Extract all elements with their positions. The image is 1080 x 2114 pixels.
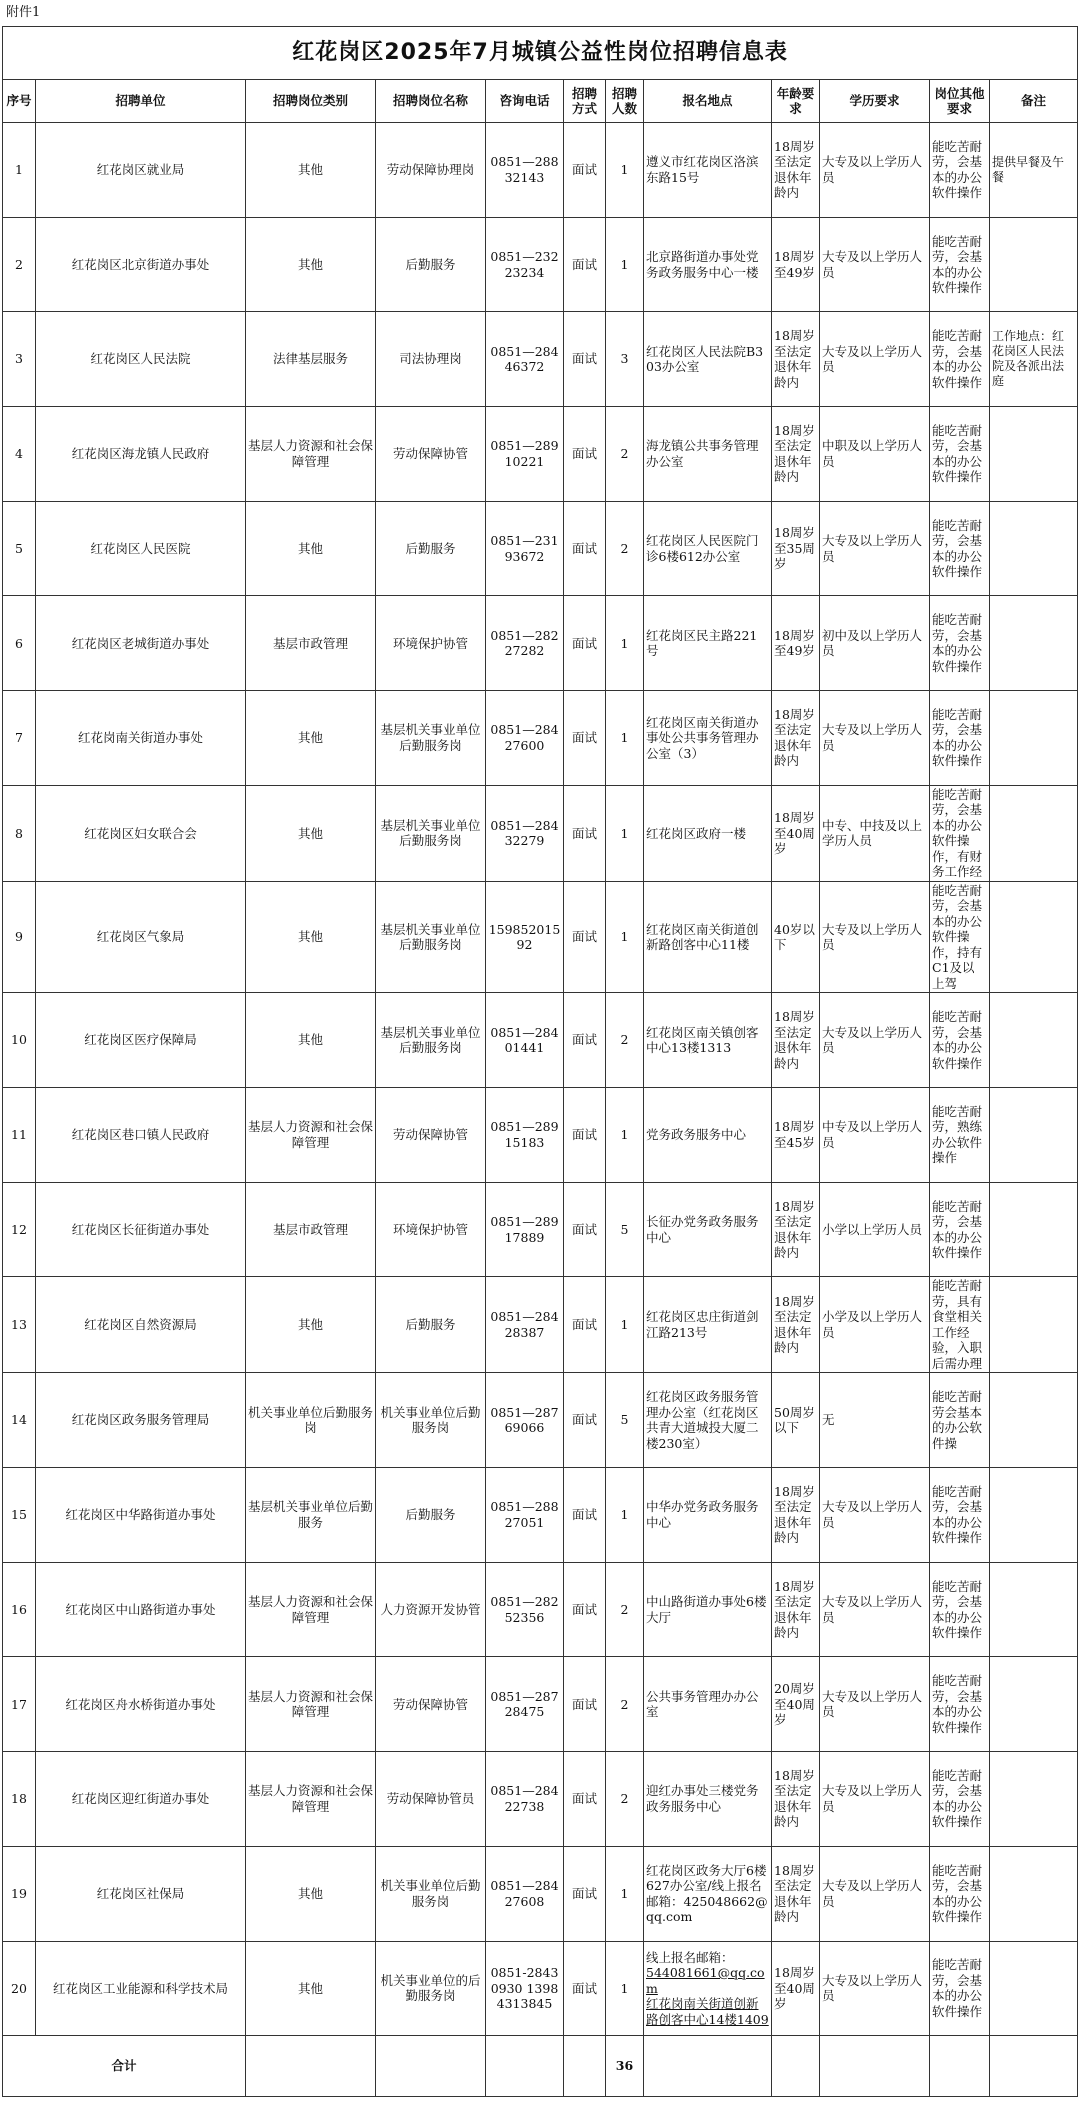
table-row xyxy=(3,1373,1078,1468)
cell-location: 中华办党务政务服务中心 xyxy=(644,1468,772,1563)
cell-count: 2 xyxy=(606,501,644,596)
cell-position: 基层机关事业单位后勤服务岗 xyxy=(376,881,486,993)
cell-method: 面试 xyxy=(564,993,606,1088)
cell-unit: 红花岗区巷口镇人民政府 xyxy=(36,1088,246,1183)
cell-unit: 红花岗区北京街道办事处 xyxy=(36,217,246,312)
cell-unit: 红花岗区医疗保障局 xyxy=(36,993,246,1088)
cell-age: 20周岁至40周岁 xyxy=(772,1657,820,1752)
cell-age: 18周岁至法定退休年龄内 xyxy=(772,1277,820,1373)
header-row xyxy=(3,80,1078,123)
cell-note xyxy=(990,1752,1078,1847)
cell-method: 面试 xyxy=(564,1846,606,1941)
cell-category: 其他 xyxy=(246,1277,376,1373)
cell-count: 3 xyxy=(606,312,644,407)
cell-note xyxy=(990,1373,1078,1468)
total-row xyxy=(3,2036,1078,2097)
header-cell: 招聘单位 xyxy=(36,80,246,123)
cell-education: 大专及以上学历人员 xyxy=(820,1752,930,1847)
cell-unit: 红花岗区自然资源局 xyxy=(36,1277,246,1373)
cell-category: 基层机关事业单位后勤服务 xyxy=(246,1468,376,1563)
header-cell: 招聘岗位名称 xyxy=(376,80,486,123)
cell-phone: 0851—28769066 xyxy=(486,1373,564,1468)
cell-location xyxy=(644,1941,772,2036)
cell-unit: 红花岗区老城街道办事处 xyxy=(36,596,246,691)
cell-location: 海龙镇公共事务管理办公室 xyxy=(644,407,772,502)
cell-age: 50周岁以下 xyxy=(772,1373,820,1468)
cell-method: 面试 xyxy=(564,407,606,502)
cell-other-requirements: 能吃苦耐劳，会基本的办公软件操作 xyxy=(930,691,990,786)
header-cell: 招聘人数 xyxy=(606,80,644,123)
cell-other-requirements: 能吃苦耐劳，会基本的办公软件操作 xyxy=(930,501,990,596)
cell-count: 2 xyxy=(606,1657,644,1752)
cell-unit: 红花岗南关街道办事处 xyxy=(36,691,246,786)
cell-method: 面试 xyxy=(564,1373,606,1468)
cell-position: 劳动保障协管 xyxy=(376,1088,486,1183)
cell-serial: 3 xyxy=(3,312,36,407)
cell-method: 面试 xyxy=(564,1941,606,2036)
cell-education: 无 xyxy=(820,1373,930,1468)
cell-category: 其他 xyxy=(246,501,376,596)
table-row xyxy=(3,1088,1078,1183)
cell-unit: 红花岗区迎红街道办事处 xyxy=(36,1752,246,1847)
cell-location: 遵义市红花岗区洛滨东路15号 xyxy=(644,123,772,218)
cell-age: 18周岁至法定退休年龄内 xyxy=(772,1468,820,1563)
cell-note xyxy=(990,993,1078,1088)
cell-count: 1 xyxy=(606,1277,644,1373)
cell-method: 面试 xyxy=(564,1562,606,1657)
cell-count: 1 xyxy=(606,691,644,786)
table-row xyxy=(3,1468,1078,1563)
table-row xyxy=(3,691,1078,786)
cell-count: 5 xyxy=(606,1373,644,1468)
cell-position: 人力资源开发协管 xyxy=(376,1562,486,1657)
cell-note xyxy=(990,217,1078,312)
cell-serial: 2 xyxy=(3,217,36,312)
cell-category: 基层市政管理 xyxy=(246,596,376,691)
cell-category: 其他 xyxy=(246,691,376,786)
cell-phone: 15985201592 xyxy=(486,881,564,993)
cell-position: 后勤服务 xyxy=(376,1277,486,1373)
cell-unit: 红花岗区海龙镇人民政府 xyxy=(36,407,246,502)
cell-serial: 20 xyxy=(3,1941,36,2036)
cell-education: 小学以上学历人员 xyxy=(820,1182,930,1277)
cell-note xyxy=(990,1941,1078,2036)
cell-serial: 18 xyxy=(3,1752,36,1847)
cell-method: 面试 xyxy=(564,596,606,691)
cell-method: 面试 xyxy=(564,501,606,596)
cell-phone: 0851—28917889 xyxy=(486,1182,564,1277)
cell-serial: 16 xyxy=(3,1562,36,1657)
cell-age: 40岁以下 xyxy=(772,881,820,993)
cell-phone: 0851—28427608 xyxy=(486,1846,564,1941)
cell-age: 18周岁至法定退休年龄内 xyxy=(772,312,820,407)
cell-age: 18周岁至45岁 xyxy=(772,1088,820,1183)
header-cell: 招聘方式 xyxy=(564,80,606,123)
cell-method: 面试 xyxy=(564,881,606,993)
cell-other-requirements: 能吃苦耐劳会基本的办公软件操 xyxy=(930,1373,990,1468)
cell-location: 红花岗区人民法院B303办公室 xyxy=(644,312,772,407)
cell-unit: 红花岗区政务服务管理局 xyxy=(36,1373,246,1468)
cell-serial: 19 xyxy=(3,1846,36,1941)
cell-unit: 红花岗区就业局 xyxy=(36,123,246,218)
cell-location: 长征办党务政务服务中心 xyxy=(644,1182,772,1277)
cell-location: 红花岗区政务大厅6楼627办公室/线上报名邮箱：425048662@qq.com xyxy=(644,1846,772,1941)
table-row xyxy=(3,1562,1078,1657)
cell-note xyxy=(990,1277,1078,1373)
cell-position: 司法协理岗 xyxy=(376,312,486,407)
cell-note xyxy=(990,596,1078,691)
cell-phone: 0851—23223234 xyxy=(486,217,564,312)
cell-age: 18周岁至49岁 xyxy=(772,217,820,312)
cell-other-requirements: 能吃苦耐劳，会基本的办公软件操作 xyxy=(930,1562,990,1657)
cell-age: 18周岁至法定退休年龄内 xyxy=(772,123,820,218)
cell-age: 18周岁至49岁 xyxy=(772,596,820,691)
location-prefix: 线上报名邮箱： xyxy=(646,1949,734,1965)
header-cell: 岗位其他要求 xyxy=(930,80,990,123)
cell-category: 机关事业单位后勤服务岗 xyxy=(246,1373,376,1468)
header-cell: 序号 xyxy=(3,80,36,123)
cell-method: 面试 xyxy=(564,1657,606,1752)
cell-location: 公共事务管理办办公室 xyxy=(644,1657,772,1752)
cell-count: 1 xyxy=(606,881,644,993)
cell-unit: 红花岗区中华路街道办事处 xyxy=(36,1468,246,1563)
table-row xyxy=(3,1657,1078,1752)
total-count: 36 xyxy=(606,2036,644,2097)
cell-category: 基层市政管理 xyxy=(246,1182,376,1277)
table-row xyxy=(3,596,1078,691)
cell-note xyxy=(990,407,1078,502)
cell-note xyxy=(990,1657,1078,1752)
recruitment-table xyxy=(2,26,1078,2097)
cell-note xyxy=(990,785,1078,881)
cell-count: 1 xyxy=(606,217,644,312)
attachment-label: 附件1 xyxy=(6,5,41,20)
cell-method: 面试 xyxy=(564,312,606,407)
cell-count: 5 xyxy=(606,1182,644,1277)
cell-education: 大专及以上学历人员 xyxy=(820,1468,930,1563)
cell-note xyxy=(990,1846,1078,1941)
cell-unit: 红花岗区妇女联合会 xyxy=(36,785,246,881)
cell-other-requirements: 能吃苦耐劳，会基本的办公软件操作 xyxy=(930,1657,990,1752)
cell-unit: 红花岗区人民法院 xyxy=(36,312,246,407)
cell-phone: 0851—28832143 xyxy=(486,123,564,218)
cell-other-requirements: 能吃苦耐劳，会基本的办公软件操作 xyxy=(930,993,990,1088)
cell-serial: 12 xyxy=(3,1182,36,1277)
cell-position: 后勤服务 xyxy=(376,1468,486,1563)
cell-phone: 0851—28428387 xyxy=(486,1277,564,1373)
cell-other-requirements: 能吃苦耐劳，熟练办公软件操作 xyxy=(930,1088,990,1183)
table-row xyxy=(3,1182,1078,1277)
cell-serial: 11 xyxy=(3,1088,36,1183)
cell-note xyxy=(990,1562,1078,1657)
cell-education: 大专及以上学历人员 xyxy=(820,312,930,407)
table-row xyxy=(3,1941,1078,2036)
cell-age: 18周岁至法定退休年龄内 xyxy=(772,1562,820,1657)
cell-other-requirements: 能吃苦耐劳，会基本的办公软件操作 xyxy=(930,596,990,691)
cell-education: 初中及以上学历人员 xyxy=(820,596,930,691)
cell-phone: 0851—28827051 xyxy=(486,1468,564,1563)
table-row xyxy=(3,1752,1078,1847)
cell-count: 1 xyxy=(606,596,644,691)
cell-serial: 13 xyxy=(3,1277,36,1373)
cell-method: 面试 xyxy=(564,217,606,312)
cell-position: 机关事业单位的后勤服务岗 xyxy=(376,1941,486,2036)
cell-location: 红花岗区民主路221号 xyxy=(644,596,772,691)
cell-category: 基层人力资源和社会保障管理 xyxy=(246,1657,376,1752)
cell-location: 红花岗区南关街道办事处公共事务管理办公室（3） xyxy=(644,691,772,786)
cell-serial: 5 xyxy=(3,501,36,596)
header-cell: 咨询电话 xyxy=(486,80,564,123)
cell-count: 1 xyxy=(606,123,644,218)
page-title: 红花岗区2025年7月城镇公益性岗位招聘信息表 xyxy=(3,27,1078,80)
cell-education: 大专及以上学历人员 xyxy=(820,1941,930,2036)
cell-category: 基层人力资源和社会保障管理 xyxy=(246,407,376,502)
cell-location: 北京路街道办事处党务政务服务中心一楼 xyxy=(644,217,772,312)
table-row xyxy=(3,1277,1078,1373)
table-row xyxy=(3,1846,1078,1941)
cell-count: 2 xyxy=(606,1562,644,1657)
cell-method: 面试 xyxy=(564,1468,606,1563)
cell-age: 18周岁至法定退休年龄内 xyxy=(772,1752,820,1847)
table-row xyxy=(3,785,1078,881)
cell-serial: 4 xyxy=(3,407,36,502)
cell-method: 面试 xyxy=(564,691,606,786)
cell-category: 基层人力资源和社会保障管理 xyxy=(246,1562,376,1657)
cell-location: 红花岗区人民医院门诊6楼612办公室 xyxy=(644,501,772,596)
cell-phone: 0851—28910221 xyxy=(486,407,564,502)
cell-other-requirements: 能吃苦耐劳，会基本的办公软件操作 xyxy=(930,1846,990,1941)
cell-method: 面试 xyxy=(564,1088,606,1183)
cell-location: 红花岗区忠庄街道剑江路213号 xyxy=(644,1277,772,1373)
cell-education: 中专、中技及以上学历人员 xyxy=(820,785,930,881)
cell-education: 大专及以上学历人员 xyxy=(820,123,930,218)
cell-education: 中职及以上学历人员 xyxy=(820,407,930,502)
cell-note xyxy=(990,1468,1078,1563)
cell-unit: 红花岗区社保局 xyxy=(36,1846,246,1941)
cell-position: 基层机关事业单位后勤服务岗 xyxy=(376,993,486,1088)
cell-category: 基层人力资源和社会保障管理 xyxy=(246,1088,376,1183)
cell-phone: 0851—28252356 xyxy=(486,1562,564,1657)
cell-location: 红花岗区南关镇创客中心13楼1313 xyxy=(644,993,772,1088)
table-row xyxy=(3,501,1078,596)
cell-other-requirements: 能吃苦耐劳，会基本的办公软件操作 xyxy=(930,312,990,407)
table-row xyxy=(3,312,1078,407)
cell-category: 其他 xyxy=(246,123,376,218)
cell-count: 2 xyxy=(606,1752,644,1847)
cell-unit: 红花岗区中山路街道办事处 xyxy=(36,1562,246,1657)
cell-note xyxy=(990,881,1078,993)
cell-location: 红花岗区南关街道创新路创客中心11楼 xyxy=(644,881,772,993)
cell-count: 2 xyxy=(606,993,644,1088)
cell-phone: 0851—23193672 xyxy=(486,501,564,596)
cell-location: 红花岗区政务服务管理办公室（红花岗区共青大道城投大厦二楼230室） xyxy=(644,1373,772,1468)
cell-phone: 0851—28915183 xyxy=(486,1088,564,1183)
cell-category: 其他 xyxy=(246,785,376,881)
table-row xyxy=(3,407,1078,502)
cell-other-requirements: 能吃苦耐劳，会基本的办公软件操作 xyxy=(930,1182,990,1277)
cell-education: 大专及以上学历人员 xyxy=(820,217,930,312)
cell-note: 提供早餐及午餐 xyxy=(990,123,1078,218)
cell-category: 其他 xyxy=(246,993,376,1088)
cell-note xyxy=(990,691,1078,786)
header-cell: 报名地点 xyxy=(644,80,772,123)
cell-location: 党务政务服务中心 xyxy=(644,1088,772,1183)
cell-phone: 0851—28446372 xyxy=(486,312,564,407)
cell-serial: 8 xyxy=(3,785,36,881)
cell-age: 18周岁至法定退休年龄内 xyxy=(772,1846,820,1941)
table-row xyxy=(3,881,1078,993)
cell-education: 大专及以上学历人员 xyxy=(820,691,930,786)
cell-position: 劳动保障协管 xyxy=(376,407,486,502)
cell-phone: 0851—28728475 xyxy=(486,1657,564,1752)
cell-serial: 1 xyxy=(3,123,36,218)
table-row xyxy=(3,123,1078,218)
cell-other-requirements: 能吃苦耐劳，会基本的办公软件操作 xyxy=(930,1468,990,1563)
cell-age: 18周岁至40周岁 xyxy=(772,1941,820,2036)
cell-location: 红花岗区政府一楼 xyxy=(644,785,772,881)
cell-position: 劳动保障协理岗 xyxy=(376,123,486,218)
header-cell: 年龄要求 xyxy=(772,80,820,123)
cell-serial: 6 xyxy=(3,596,36,691)
cell-other-requirements: 能吃苦耐劳，会基本的办公软件操作 xyxy=(930,123,990,218)
cell-method: 面试 xyxy=(564,1182,606,1277)
cell-education: 大专及以上学历人员 xyxy=(820,1846,930,1941)
cell-count: 1 xyxy=(606,1468,644,1563)
total-label: 合计 xyxy=(3,2036,246,2097)
cell-unit: 红花岗区长征街道办事处 xyxy=(36,1182,246,1277)
cell-category: 其他 xyxy=(246,881,376,993)
cell-position: 基层机关事业单位后勤服务岗 xyxy=(376,785,486,881)
cell-position: 机关事业单位后勤服务岗 xyxy=(376,1373,486,1468)
cell-age: 18周岁至35周岁 xyxy=(772,501,820,596)
cell-method: 面试 xyxy=(564,785,606,881)
cell-phone: 0851—28432279 xyxy=(486,785,564,881)
cell-serial: 17 xyxy=(3,1657,36,1752)
cell-position: 后勤服务 xyxy=(376,217,486,312)
cell-category: 其他 xyxy=(246,1846,376,1941)
cell-note xyxy=(990,1088,1078,1183)
location-address-link[interactable]: 红花岗南关街道创新路创客中心14楼1409 xyxy=(646,1996,769,2027)
cell-education: 大专及以上学历人员 xyxy=(820,1657,930,1752)
cell-phone: 0851—28401441 xyxy=(486,993,564,1088)
cell-serial: 7 xyxy=(3,691,36,786)
cell-unit: 红花岗区工业能源和科学技术局 xyxy=(36,1941,246,2036)
cell-phone: 0851—28427600 xyxy=(486,691,564,786)
cell-count: 1 xyxy=(606,1941,644,2036)
cell-position: 劳动保障协管 xyxy=(376,1657,486,1752)
cell-serial: 10 xyxy=(3,993,36,1088)
header-cell: 备注 xyxy=(990,80,1078,123)
cell-position: 环境保护协管 xyxy=(376,596,486,691)
cell-phone: 0851—28227282 xyxy=(486,596,564,691)
cell-age: 18周岁至法定退休年龄内 xyxy=(772,691,820,786)
cell-method: 面试 xyxy=(564,123,606,218)
cell-other-requirements: 能吃苦耐劳，会基本的办公软件操作 xyxy=(930,217,990,312)
cell-unit: 红花岗区气象局 xyxy=(36,881,246,993)
cell-category: 法律基层服务 xyxy=(246,312,376,407)
cell-position: 基层机关事业单位后勤服务岗 xyxy=(376,691,486,786)
cell-education: 大专及以上学历人员 xyxy=(820,501,930,596)
cell-education: 中专及以上学历人员 xyxy=(820,1088,930,1183)
cell-age: 18周岁至法定退休年龄内 xyxy=(772,407,820,502)
cell-location: 迎红办事处三楼党务政务服务中心 xyxy=(644,1752,772,1847)
cell-education: 大专及以上学历人员 xyxy=(820,1562,930,1657)
cell-location: 中山路街道办事处6楼大厅 xyxy=(644,1562,772,1657)
cell-phone: 0851-28430930 13984313845 xyxy=(486,1941,564,2036)
cell-unit: 红花岗区人民医院 xyxy=(36,501,246,596)
cell-position: 劳动保障协管员 xyxy=(376,1752,486,1847)
cell-education: 大专及以上学历人员 xyxy=(820,993,930,1088)
table-row xyxy=(3,993,1078,1088)
location-email-link[interactable]: 544081661@qq.com xyxy=(646,1965,765,1996)
cell-other-requirements: 能吃苦耐劳，会基本的办公软件操作 xyxy=(930,407,990,502)
cell-other-requirements: 能吃苦耐劳，会基本的办公软件操作，有财务工作经 xyxy=(930,785,990,881)
cell-age: 18周岁至40周岁 xyxy=(772,785,820,881)
cell-method: 面试 xyxy=(564,1277,606,1373)
cell-position: 机关事业单位后勤服务岗 xyxy=(376,1846,486,1941)
cell-category: 其他 xyxy=(246,217,376,312)
cell-serial: 9 xyxy=(3,881,36,993)
cell-other-requirements: 能吃苦耐劳，会基本的办公软件操作，持有C1及以上驾 xyxy=(930,881,990,993)
cell-category: 其他 xyxy=(246,1941,376,2036)
cell-count: 1 xyxy=(606,1088,644,1183)
cell-note xyxy=(990,501,1078,596)
cell-note: 工作地点：红花岗区人民法院及各派出法庭 xyxy=(990,312,1078,407)
cell-count: 2 xyxy=(606,407,644,502)
cell-note xyxy=(990,1182,1078,1277)
table-row xyxy=(3,217,1078,312)
cell-other-requirements: 能吃苦耐劳，会基本的办公软件操作 xyxy=(930,1752,990,1847)
cell-method: 面试 xyxy=(564,1752,606,1847)
cell-count: 1 xyxy=(606,785,644,881)
header-cell: 学历要求 xyxy=(820,80,930,123)
cell-serial: 15 xyxy=(3,1468,36,1563)
cell-unit: 红花岗区舟水桥街道办事处 xyxy=(36,1657,246,1752)
header-cell: 招聘岗位类别 xyxy=(246,80,376,123)
cell-education: 大专及以上学历人员 xyxy=(820,881,930,993)
cell-age: 18周岁至法定退休年龄内 xyxy=(772,1182,820,1277)
cell-serial: 14 xyxy=(3,1373,36,1468)
cell-position: 环境保护协管 xyxy=(376,1182,486,1277)
cell-position: 后勤服务 xyxy=(376,501,486,596)
cell-age: 18周岁至法定退休年龄内 xyxy=(772,993,820,1088)
cell-other-requirements: 能吃苦耐劳，会基本的办公软件操作 xyxy=(930,1941,990,2036)
cell-education: 小学及以上学历人员 xyxy=(820,1277,930,1373)
cell-other-requirements: 能吃苦耐劳，具有食堂相关工作经验，入职后需办理 xyxy=(930,1277,990,1373)
cell-count: 1 xyxy=(606,1846,644,1941)
cell-category: 基层人力资源和社会保障管理 xyxy=(246,1752,376,1847)
cell-phone: 0851—28422738 xyxy=(486,1752,564,1847)
